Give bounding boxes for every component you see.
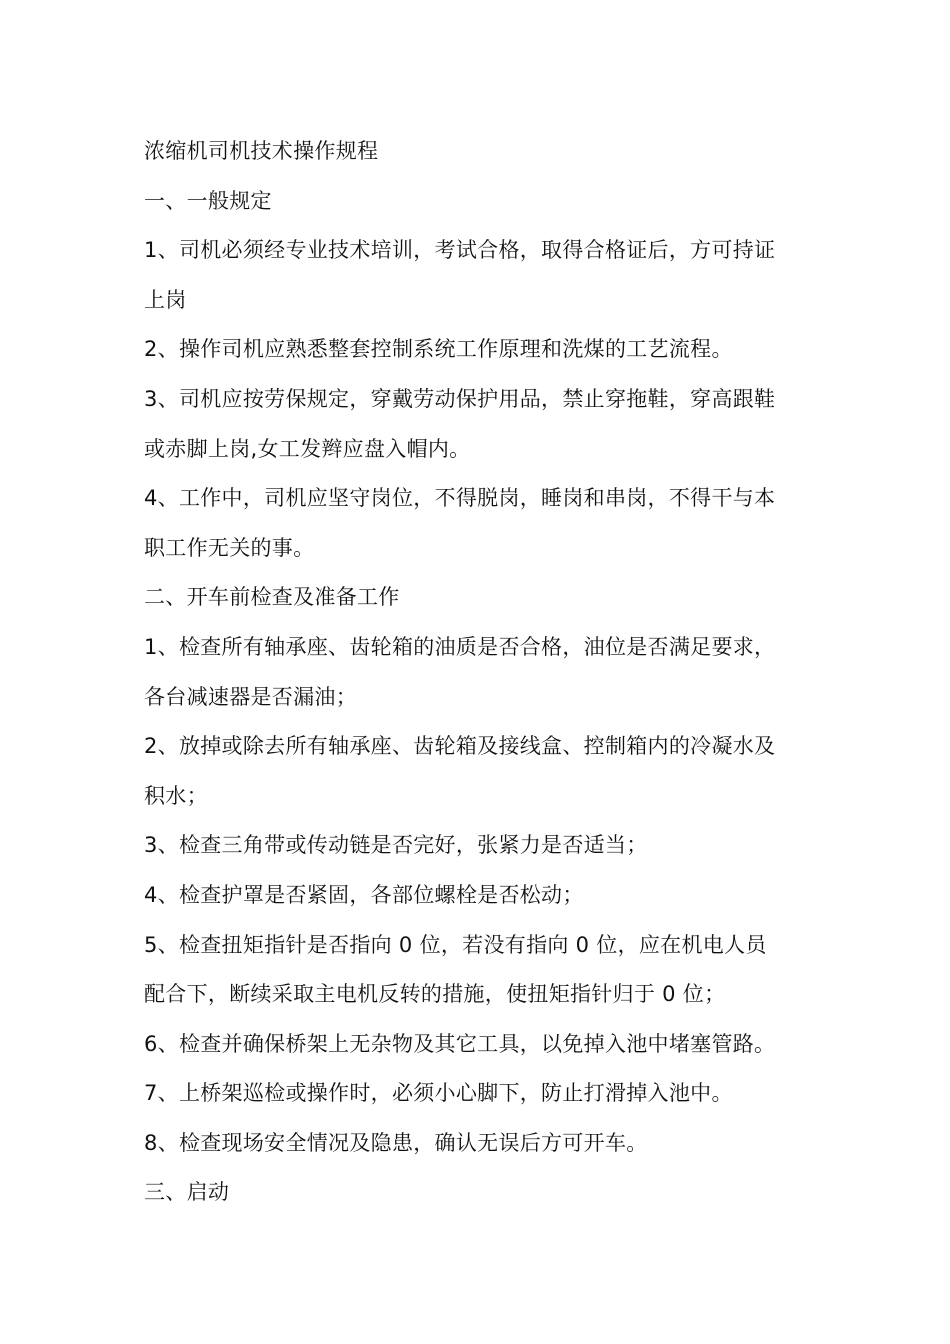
section-heading-general-rules: 一、一般规定 xyxy=(144,188,272,213)
paragraph-line: 职工作无关的事。 xyxy=(144,535,315,560)
document-body xyxy=(144,127,824,1218)
paragraph-line: 8、检查现场安全情况及隐患，确认无误后方可开车。 xyxy=(144,1130,648,1155)
paragraph-line: 或赤脚上岗,女工发辫应盘入帽内。 xyxy=(144,436,471,461)
document-title: 浓缩机司机技术操作规程 xyxy=(144,139,379,163)
paragraph-line: 上岗 xyxy=(144,287,187,312)
paragraph-line: 配合下，断续采取主电机反转的措施，使扭矩指针归于 0 位； xyxy=(144,982,726,1007)
paragraph-line: 积水； xyxy=(144,783,208,808)
paragraph-line: 2、放掉或除去所有轴承座、齿轮箱及接线盒、控制箱内的冷凝水及 xyxy=(144,734,776,759)
paragraph-line: 各台减速器是否漏油； xyxy=(144,684,357,709)
paragraph-line: 1、检查所有轴承座、齿轮箱的油质是否合格，油位是否满足要求， xyxy=(144,634,776,659)
paragraph-line: 7、上桥架巡检或操作时，必须小心脚下，防止打滑掉入池中。 xyxy=(144,1081,733,1106)
section-heading-startup: 三、启动 xyxy=(144,1180,230,1205)
section-heading-pre-start-checks: 二、开车前检查及准备工作 xyxy=(144,585,400,610)
paragraph-line: 3、司机应按劳保规定，穿戴劳动保护用品，禁止穿拖鞋，穿高跟鞋 xyxy=(144,386,776,411)
paragraph-line: 4、工作中，司机应坚守岗位，不得脱岗，睡岗和串岗，不得干与本 xyxy=(144,486,776,511)
paragraph-line: 5、检查扭矩指针是否指向 0 位，若没有指向 0 位，应在机电人员 xyxy=(144,932,767,957)
paragraph-line: 4、检查护罩是否紧固，各部位螺栓是否松动； xyxy=(144,882,584,907)
paragraph-line: 3、检查三角带或传动链是否完好，张紧力是否适当； xyxy=(144,833,648,858)
paragraph-line: 2、操作司机应熟悉整套控制系统工作原理和洗煤的工艺流程。 xyxy=(144,337,733,362)
paragraph-line: 6、检查并确保桥架上无杂物及其它工具，以免掉入池中堵塞管路。 xyxy=(144,1031,776,1056)
paragraph-line: 1、司机必须经专业技术培训，考试合格，取得合格证后，方可持证 xyxy=(144,238,776,263)
